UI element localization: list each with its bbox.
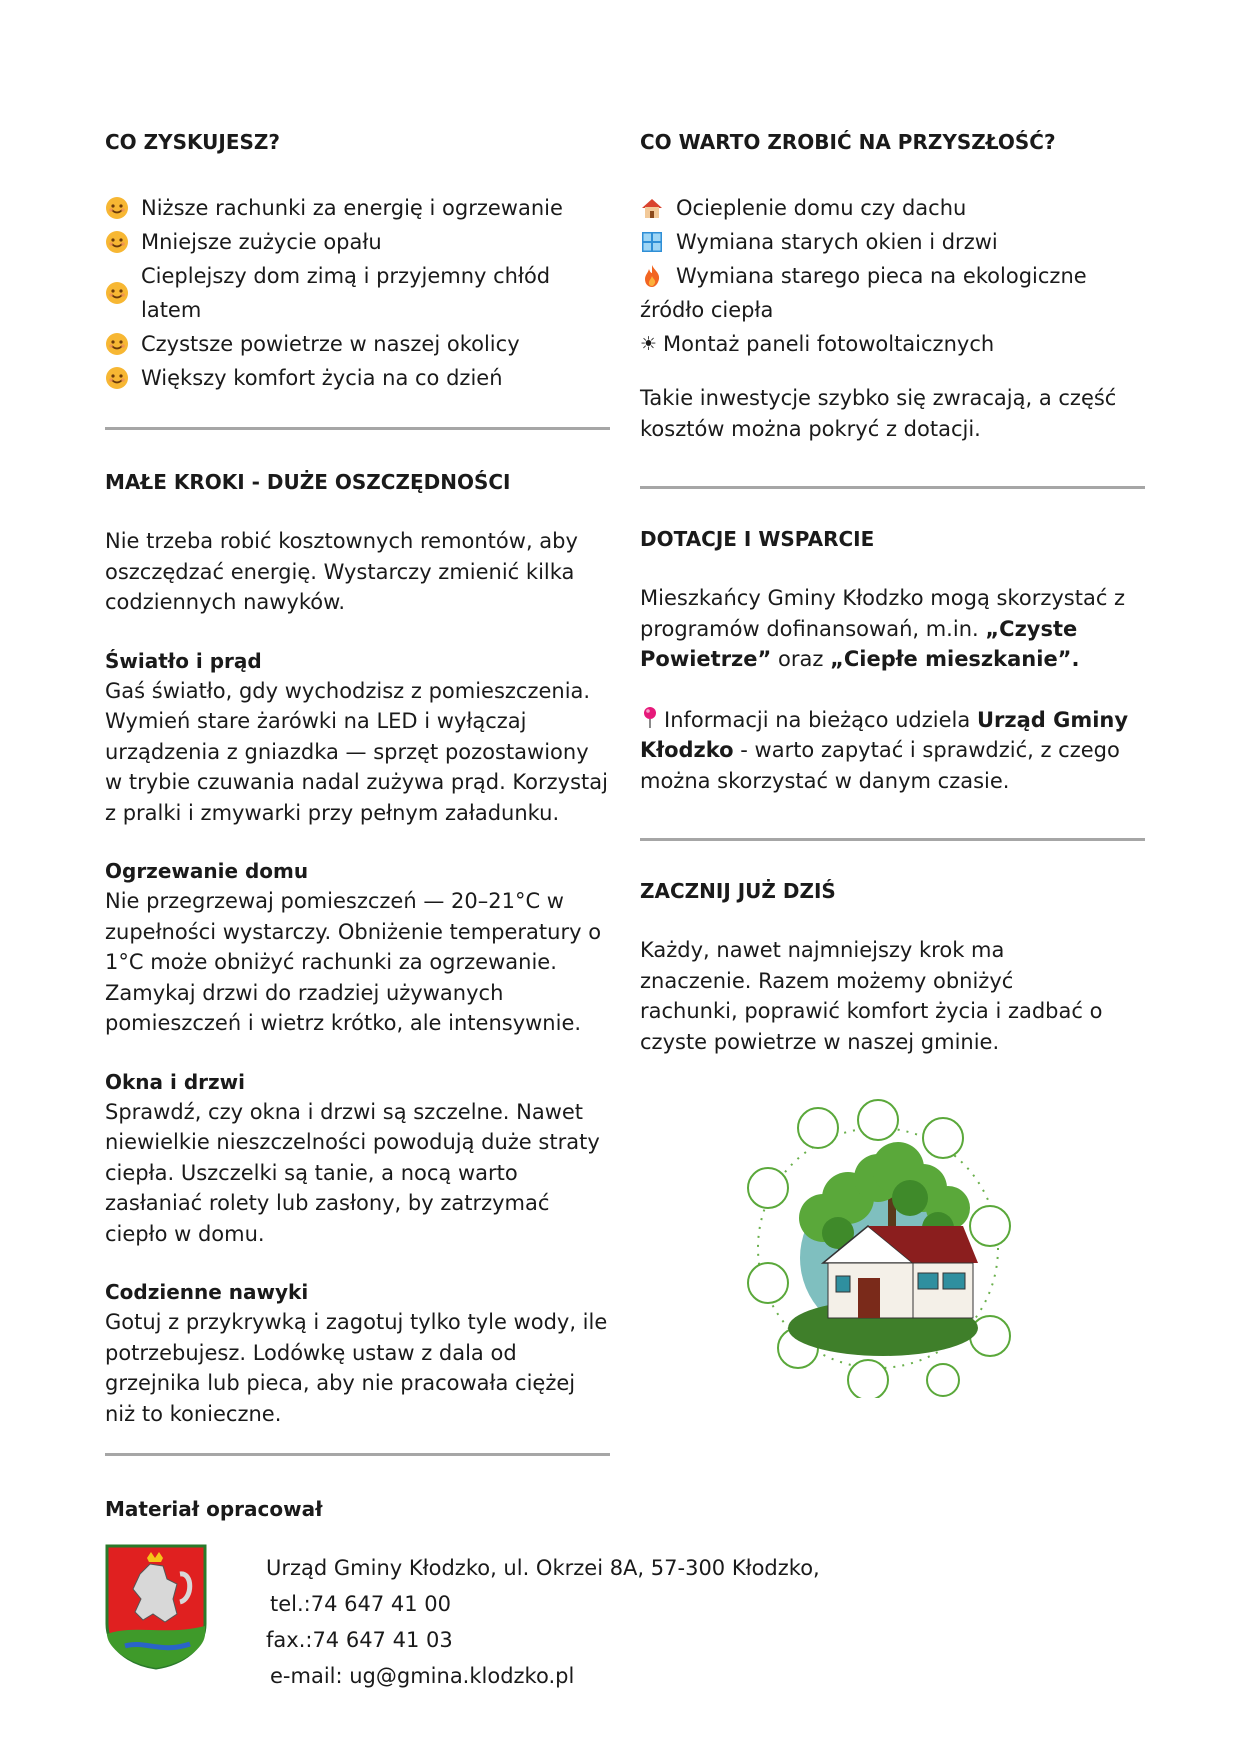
list-item xyxy=(105,327,610,361)
subsidy-text xyxy=(640,583,1150,675)
section-title: Światło i prąd xyxy=(105,648,262,673)
gains-list xyxy=(105,191,610,395)
smile-icon xyxy=(105,281,129,305)
info-intro: Informacji na bieżąco udziela xyxy=(664,707,971,732)
list-item xyxy=(105,361,610,395)
footer-crest xyxy=(105,1544,207,1674)
section-text: Gotuj z przykrywką i zagotuj tylko tyle wody, ile potrzebujesz. Lodówkę ustaw z dala od grzejnika lub pieca, aby nie pracowała ciężej niż to konieczne. xyxy=(105,1310,608,1426)
left-column xyxy=(105,128,610,1524)
right-column xyxy=(640,128,1150,1057)
eco-house-illustration xyxy=(728,1098,1028,1398)
phone: tel.:74 647 41 00 xyxy=(270,1592,452,1616)
section-title: Ogrzewanie domu xyxy=(105,859,309,883)
gain-text: Niższe rachunki za energię i ogrzewanie xyxy=(141,196,563,220)
info-office: Urząd Gminy Kłodzko xyxy=(640,707,1129,762)
program-czyste-powietrze: „Czyste Powietrze” xyxy=(640,616,1078,671)
list-item xyxy=(640,225,1150,259)
smile-icon xyxy=(105,196,129,220)
future-list xyxy=(640,191,1150,361)
list-item xyxy=(640,327,1150,361)
list-item xyxy=(105,259,610,327)
divider xyxy=(105,1453,610,1456)
program-cieple-mieszkanie: „Ciepłe mieszkanie”. xyxy=(830,647,1080,671)
section-text: Gaś światło, gdy wychodzisz z pomieszczenia. Wymień stare żarówki na LED i wyłączaj urządzenia z gniazdka — sprzęt pozostawiony w trybie czuwania nadal zużywa prąd. Korzystaj z pralki i zmywarki przy pełnym załadunku. xyxy=(105,678,608,825)
address: Urząd Gminy Kłodzko, ul. Okrzei 8A, 57-300 Kłodzko, xyxy=(266,1556,820,1580)
info-rest: - warto zapytać i sprawdzić, z czego można skorzystać w danym czasie. xyxy=(640,738,1120,793)
list-item xyxy=(105,225,610,259)
smile-icon xyxy=(105,366,129,390)
smile-icon xyxy=(105,230,129,254)
window-icon xyxy=(640,230,664,254)
divider xyxy=(640,486,1145,489)
list-item xyxy=(640,259,1150,327)
future-heading: CO WARTO ZROBIĆ NA PRZYSZŁOŚĆ? xyxy=(640,130,1056,154)
subsidy-and: oraz xyxy=(778,647,824,671)
gain-text: Większy komfort życia na co dzień xyxy=(141,366,503,390)
future-text: Wymiana starych okien i drzwi xyxy=(676,230,998,254)
steps-intro: Nie trzeba robić kosztownych remontów, aby oszczędzać energię. Wystarczy zmienić kilka codziennych nawyków. xyxy=(105,529,578,614)
subsidy-heading: DOTACJE I WSPARCIE xyxy=(640,527,875,551)
future-text: Montaż paneli fotowoltaicznych xyxy=(663,332,995,356)
section-text: Nie przegrzewaj pomieszczeń — 20–21°C w zupełności wystarczy. Obniżenie temperatury o 1°C może obniżyć rachunki za ogrzewanie. Zamykaj drzwi do rzadziej używanych pomieszczeń i wietrz krótko, ale intensywnie. xyxy=(105,889,602,1035)
start-heading: ZACZNIJ JUŻ DZIŚ xyxy=(640,879,836,903)
email-link[interactable]: e-mail: ug@gmina.klodzko.pl xyxy=(270,1664,575,1688)
future-text: Ocieplenie domu czy dachu xyxy=(676,196,967,220)
house-icon xyxy=(640,196,664,220)
author-label: Materiał opracował xyxy=(105,1497,323,1521)
gain-text: Cieplejszy dom zimą i przyjemny chłód latem xyxy=(141,264,551,322)
gain-text: Czystsze powietrze w naszej okolicy xyxy=(141,332,520,356)
pin-icon xyxy=(640,705,660,729)
future-note: Takie inwestycje szybko się zwracają, a część kosztów można pokryć z dotacji. xyxy=(640,386,1117,441)
divider xyxy=(640,838,1145,841)
start-text: Każdy, nawet najmniejszy krok ma znaczenie. Razem możemy obniżyć rachunki, poprawić komfort życia i zadbać o czyste powietrze w naszej gminie. xyxy=(640,938,1103,1054)
coat-of-arms-logo xyxy=(105,1544,207,1670)
section-title: Okna i drzwi xyxy=(105,1069,245,1094)
list-item xyxy=(640,191,1150,225)
contact-block xyxy=(266,1550,820,1694)
fax: fax.:74 647 41 03 xyxy=(266,1628,453,1652)
smile-icon xyxy=(105,332,129,356)
section-title: Codzienne nawyki xyxy=(105,1280,309,1304)
future-text: Wymiana starego pieca na ekologiczne źródło ciepła xyxy=(640,264,1087,322)
list-item xyxy=(105,191,610,225)
gain-text: Mniejsze zużycie opału xyxy=(141,230,382,254)
info-text xyxy=(640,705,1150,797)
subsidy-intro: Mieszkańcy Gminy Kłodzko mogą skorzystać z programów dofinansowań, m.in. xyxy=(640,586,1126,641)
steps-heading: MAŁE KROKI - DUŻE OSZCZĘDNOŚCI xyxy=(105,470,511,494)
gains-heading: CO ZYSKUJESZ? xyxy=(105,130,281,154)
sun-icon: ☀ xyxy=(640,333,658,355)
divider xyxy=(105,427,610,430)
section-text: Sprawdź, czy okna i drzwi są szczelne. Nawet niewielkie nieszczelności powodują duże straty ciepła. Uszczelki są tanie, a nocą warto zasłaniać rolety lub zasłony, by zatrzymać ciepło w domu. xyxy=(105,1099,600,1246)
